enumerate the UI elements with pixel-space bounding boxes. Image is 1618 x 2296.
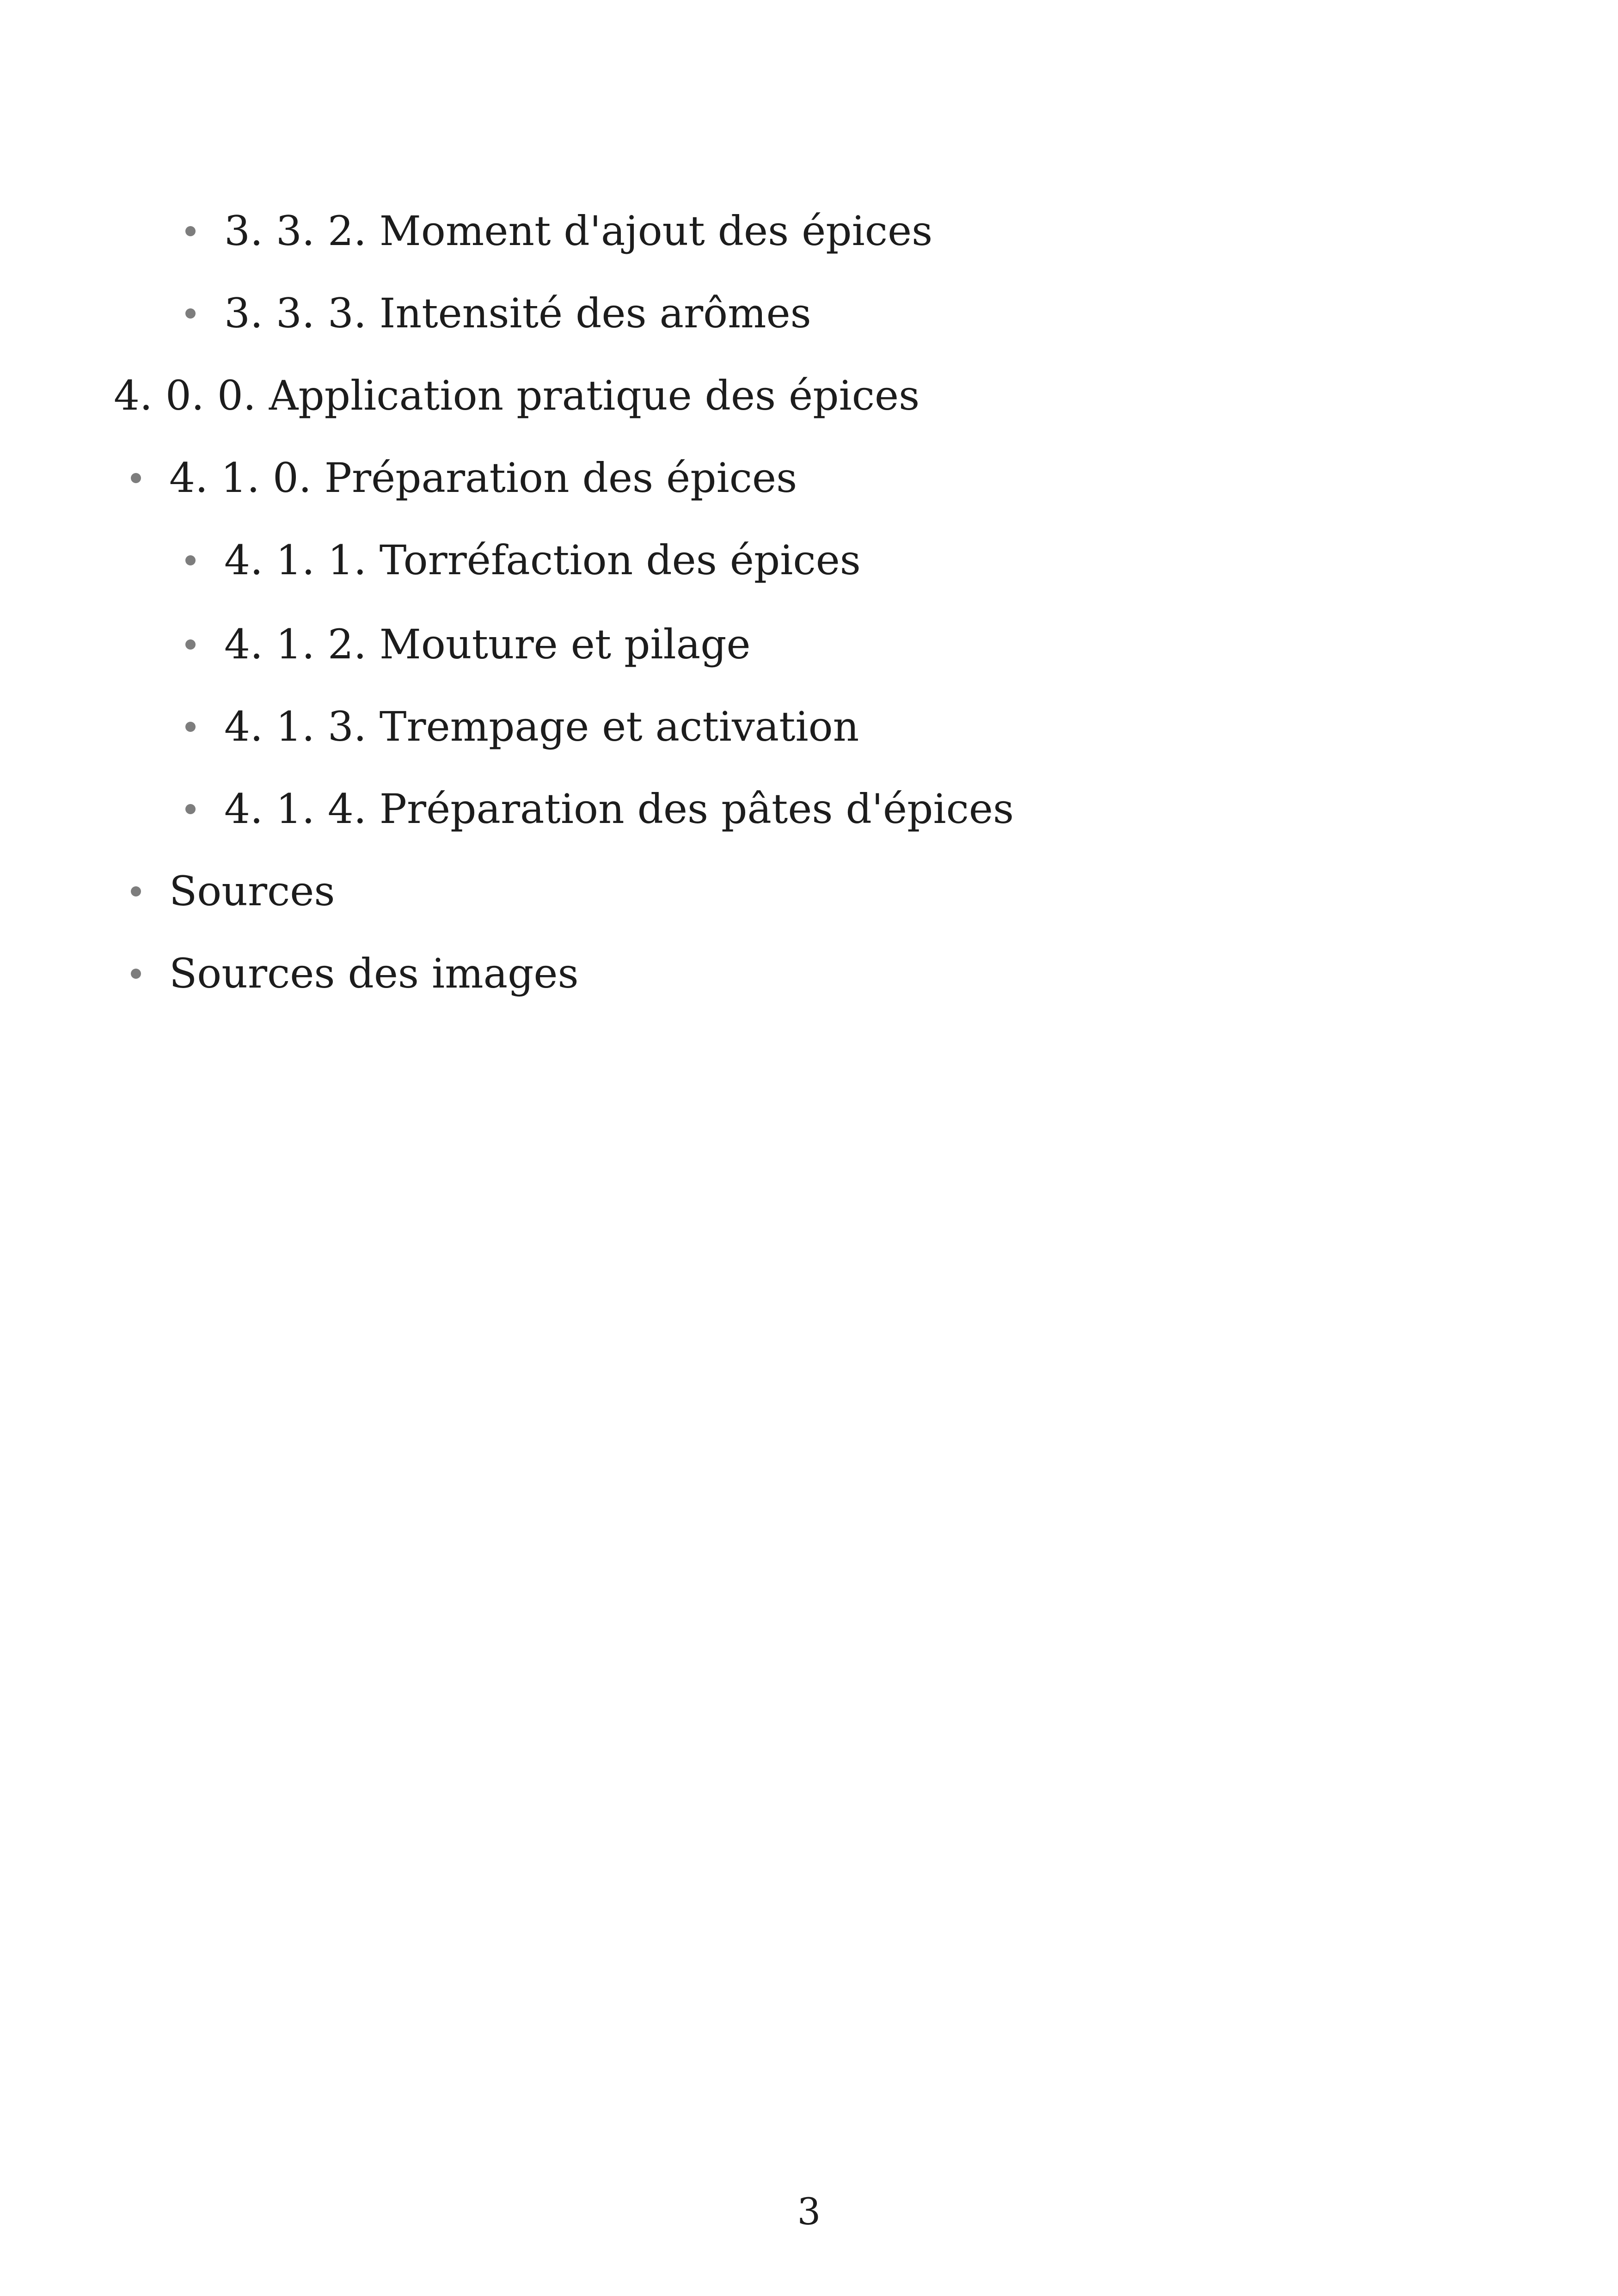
toc-item-label[interactable]: 4. 1. 3. Trempage et activation [224, 703, 859, 750]
bullet-icon [131, 473, 141, 483]
toc-item-label[interactable]: 4. 1. 2. Mouture et pilage [224, 620, 751, 668]
toc-item-label[interactable]: 4. 0. 0. Application pratique des épices [114, 372, 920, 419]
bullet-icon [131, 886, 141, 896]
toc-item-label[interactable]: 4. 1. 1. Torréfaction des épices [224, 536, 861, 584]
toc-item[interactable] [169, 864, 335, 919]
toc-item[interactable] [169, 450, 797, 506]
page-number: 3 [797, 2190, 821, 2233]
toc-item-label[interactable]: Sources des images [169, 950, 579, 997]
toc-item-label[interactable]: 3. 3. 3. Intensité des arômes [224, 289, 811, 337]
bullet-icon [185, 722, 196, 732]
toc-item[interactable] [224, 699, 859, 755]
toc-item-label[interactable]: Sources [169, 867, 335, 915]
bullet-icon [185, 639, 196, 650]
toc-item[interactable] [224, 781, 1014, 837]
bullet-icon [131, 969, 141, 979]
toc-item[interactable] [224, 203, 932, 259]
toc-item-label[interactable]: 3. 3. 2. Moment d'ajout des épices [224, 207, 933, 255]
toc-item[interactable] [224, 533, 861, 588]
bullet-icon [185, 804, 196, 814]
toc-item[interactable] [169, 946, 579, 1001]
toc-item-label[interactable]: 4. 1. 0. Préparation des épices [169, 454, 797, 502]
bullet-icon [185, 308, 196, 319]
bullet-icon [185, 555, 196, 565]
bullet-icon [185, 226, 196, 236]
toc-item[interactable] [224, 617, 751, 672]
toc-item[interactable] [224, 286, 811, 341]
toc-item-label[interactable]: 4. 1. 4. Préparation des pâtes d'épices [224, 785, 1014, 833]
toc-item-chapter[interactable] [114, 368, 919, 424]
